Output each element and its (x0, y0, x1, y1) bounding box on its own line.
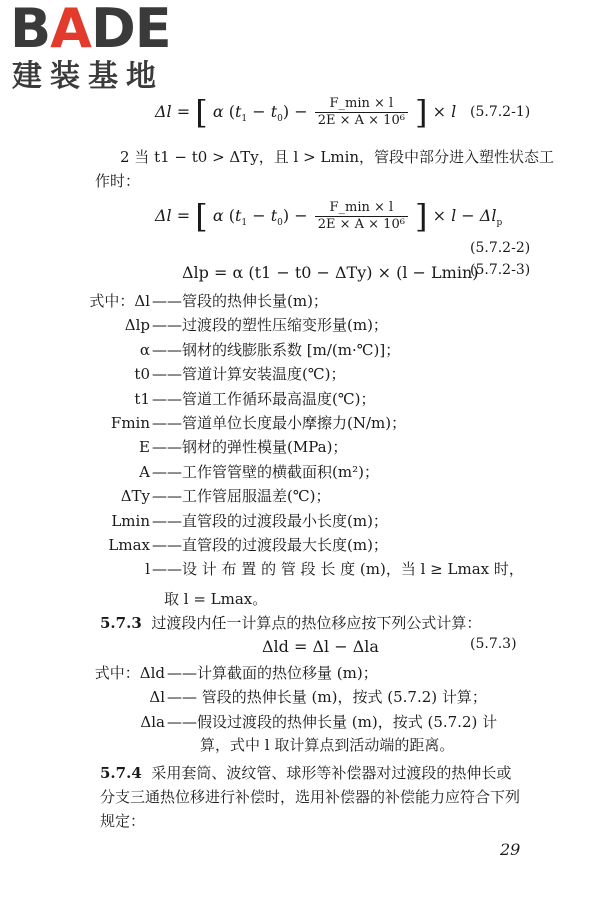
definition-description: ——直管段的过渡段最大长度(m)； (152, 536, 388, 554)
definition-symbol: Δla (140, 712, 165, 731)
definition-description: ——管段的热伸长量(m)； (152, 292, 328, 310)
definition-symbol: t0 (134, 365, 150, 384)
page-number: 29 (500, 840, 521, 859)
equation-5-7-3: Δld = Δl − Δla (262, 637, 379, 656)
definition-symbol: E (139, 438, 150, 457)
definition-description: ——管道计算安装温度(℃)； (152, 365, 346, 384)
definition-symbol: Fmin (110, 414, 150, 432)
definition-symbol: l (145, 560, 150, 579)
section-5-7-4-line3: 规定： (100, 812, 146, 830)
definition-description: ——直管段的过渡段最小长度(m)； (152, 511, 388, 530)
equation-5-7-2-3: Δlp = α (t1 − t0 − ΔTy) × (l − Lmin) (182, 263, 479, 282)
section-5-7-4-line1 (100, 762, 511, 784)
definition-item (0, 290, 328, 312)
definition-description: ——设 计 布 置 的 管 段 长 度 (m)，当 l ≥ Lmax 时， (152, 560, 524, 579)
definition-description: ——钢材的弹性模量(MPa)； (152, 438, 348, 457)
definition-symbol: ΔTy (120, 487, 150, 506)
logo-b: B (10, 0, 51, 60)
definition-symbol: Lmax (108, 536, 150, 554)
definition-symbol: Δl (149, 688, 165, 707)
definition-item (0, 686, 487, 708)
equation-5-7-2-2: Δl = [ α $(t_1 - t_0)$ − $\frac{F\_\min \times l}{\text{2E × A × 10⁶}}$ ] × $l - \Delta l_p$ (155, 197, 503, 236)
definition-item (0, 534, 388, 556)
section-5-7-4-line2: 分支三通热位移进行补偿时，选用补偿器的补偿能力应符合下列 (100, 788, 521, 806)
section-text: 采用套筒、波纹管、球形等补偿器对过渡段的热伸长或 (151, 764, 512, 782)
definition-symbol: t1 (134, 389, 150, 408)
definition-symbol: Lmin (111, 511, 150, 530)
definition-item (0, 436, 347, 458)
definition-description: ——管道工作循环最高温度(℃)； (152, 389, 376, 408)
definition-symbol: α (139, 340, 150, 359)
definition-symbol: 式中：Δl (89, 292, 150, 310)
fraction (315, 96, 408, 129)
definition-item (0, 314, 388, 336)
fraction-numerator: F_min × l (315, 200, 408, 217)
equation-number: (5.7.2-2) (470, 240, 531, 256)
definition-description: ——计算截面的热位移量 (m)； (167, 664, 378, 682)
definition-description: ——假设过渡段的热伸长量 (m)，按式 (5.7.2) 计 (167, 712, 498, 731)
section-text: 过渡段内任一计算点的热位移应按下列公式计算： (151, 614, 482, 632)
definition-item (0, 363, 346, 385)
definition-description: ——过渡段的塑性压缩变形量(m)； (152, 316, 388, 335)
equation-number: (5.7.3) (470, 636, 517, 652)
definition-item (0, 711, 497, 733)
section-number: 5.7.3 (100, 614, 142, 632)
definition-symbol: A (139, 462, 150, 481)
fraction-denominator: 2E × A × 10⁶ (317, 113, 405, 128)
definition-symbol: 式中：Δld (94, 664, 165, 682)
logo (10, 0, 171, 60)
definition-item (0, 388, 376, 410)
equation-number: (5.7.2-3) (470, 262, 531, 278)
section-5-7-3 (100, 612, 481, 634)
definition-item (0, 662, 378, 684)
logo-subtitle: 建装基地 (12, 59, 164, 94)
logo-de: DE (90, 0, 171, 60)
definition-item (0, 485, 331, 507)
definition-item (0, 558, 524, 580)
fraction-denominator: 2E × A × 10⁶ (317, 217, 405, 232)
definition-description: ——管道单位长度最小摩擦力(N/m)； (152, 414, 407, 432)
definition-continuation: 取 l = Lmax。 (164, 590, 268, 608)
definition-description: ——工作管管壁的横截面积(m²)； (152, 462, 379, 481)
equation-5-7-2-1: Δl = [ α $(t_1 - t_0)$ − $\frac{F\_\min \times l}{\text{2E × A × 10⁶}}$ ] × l (155, 93, 457, 132)
definition-symbol: Δlp (124, 316, 150, 335)
logo-a: A (50, 0, 91, 60)
case-2-line2: 作时： (95, 172, 141, 190)
definition-item (0, 510, 388, 532)
definition-continuation-2: 算，式中 l 取计算点到活动端的距离。 (200, 736, 455, 754)
definition-item (0, 412, 406, 434)
definition-item (0, 339, 400, 361)
case-2-line1: 2 当 t1 − t0 > ΔTy，且 l > Lmin，管段中部分进入塑性状态工 (120, 148, 555, 166)
section-number: 5.7.4 (100, 764, 142, 782)
definition-description: ——工作管屈服温差(℃)； (152, 487, 331, 506)
equation-number: (5.7.2-1) (470, 104, 531, 120)
fraction (315, 200, 408, 233)
definition-description: ——钢材的线膨胀系数 [m/(m·℃)]； (152, 340, 401, 359)
definition-description: —— 管段的热伸长量 (m)，按式 (5.7.2) 计算； (167, 688, 487, 707)
fraction-numerator: F_min × l (315, 96, 408, 113)
definition-item (0, 461, 379, 483)
